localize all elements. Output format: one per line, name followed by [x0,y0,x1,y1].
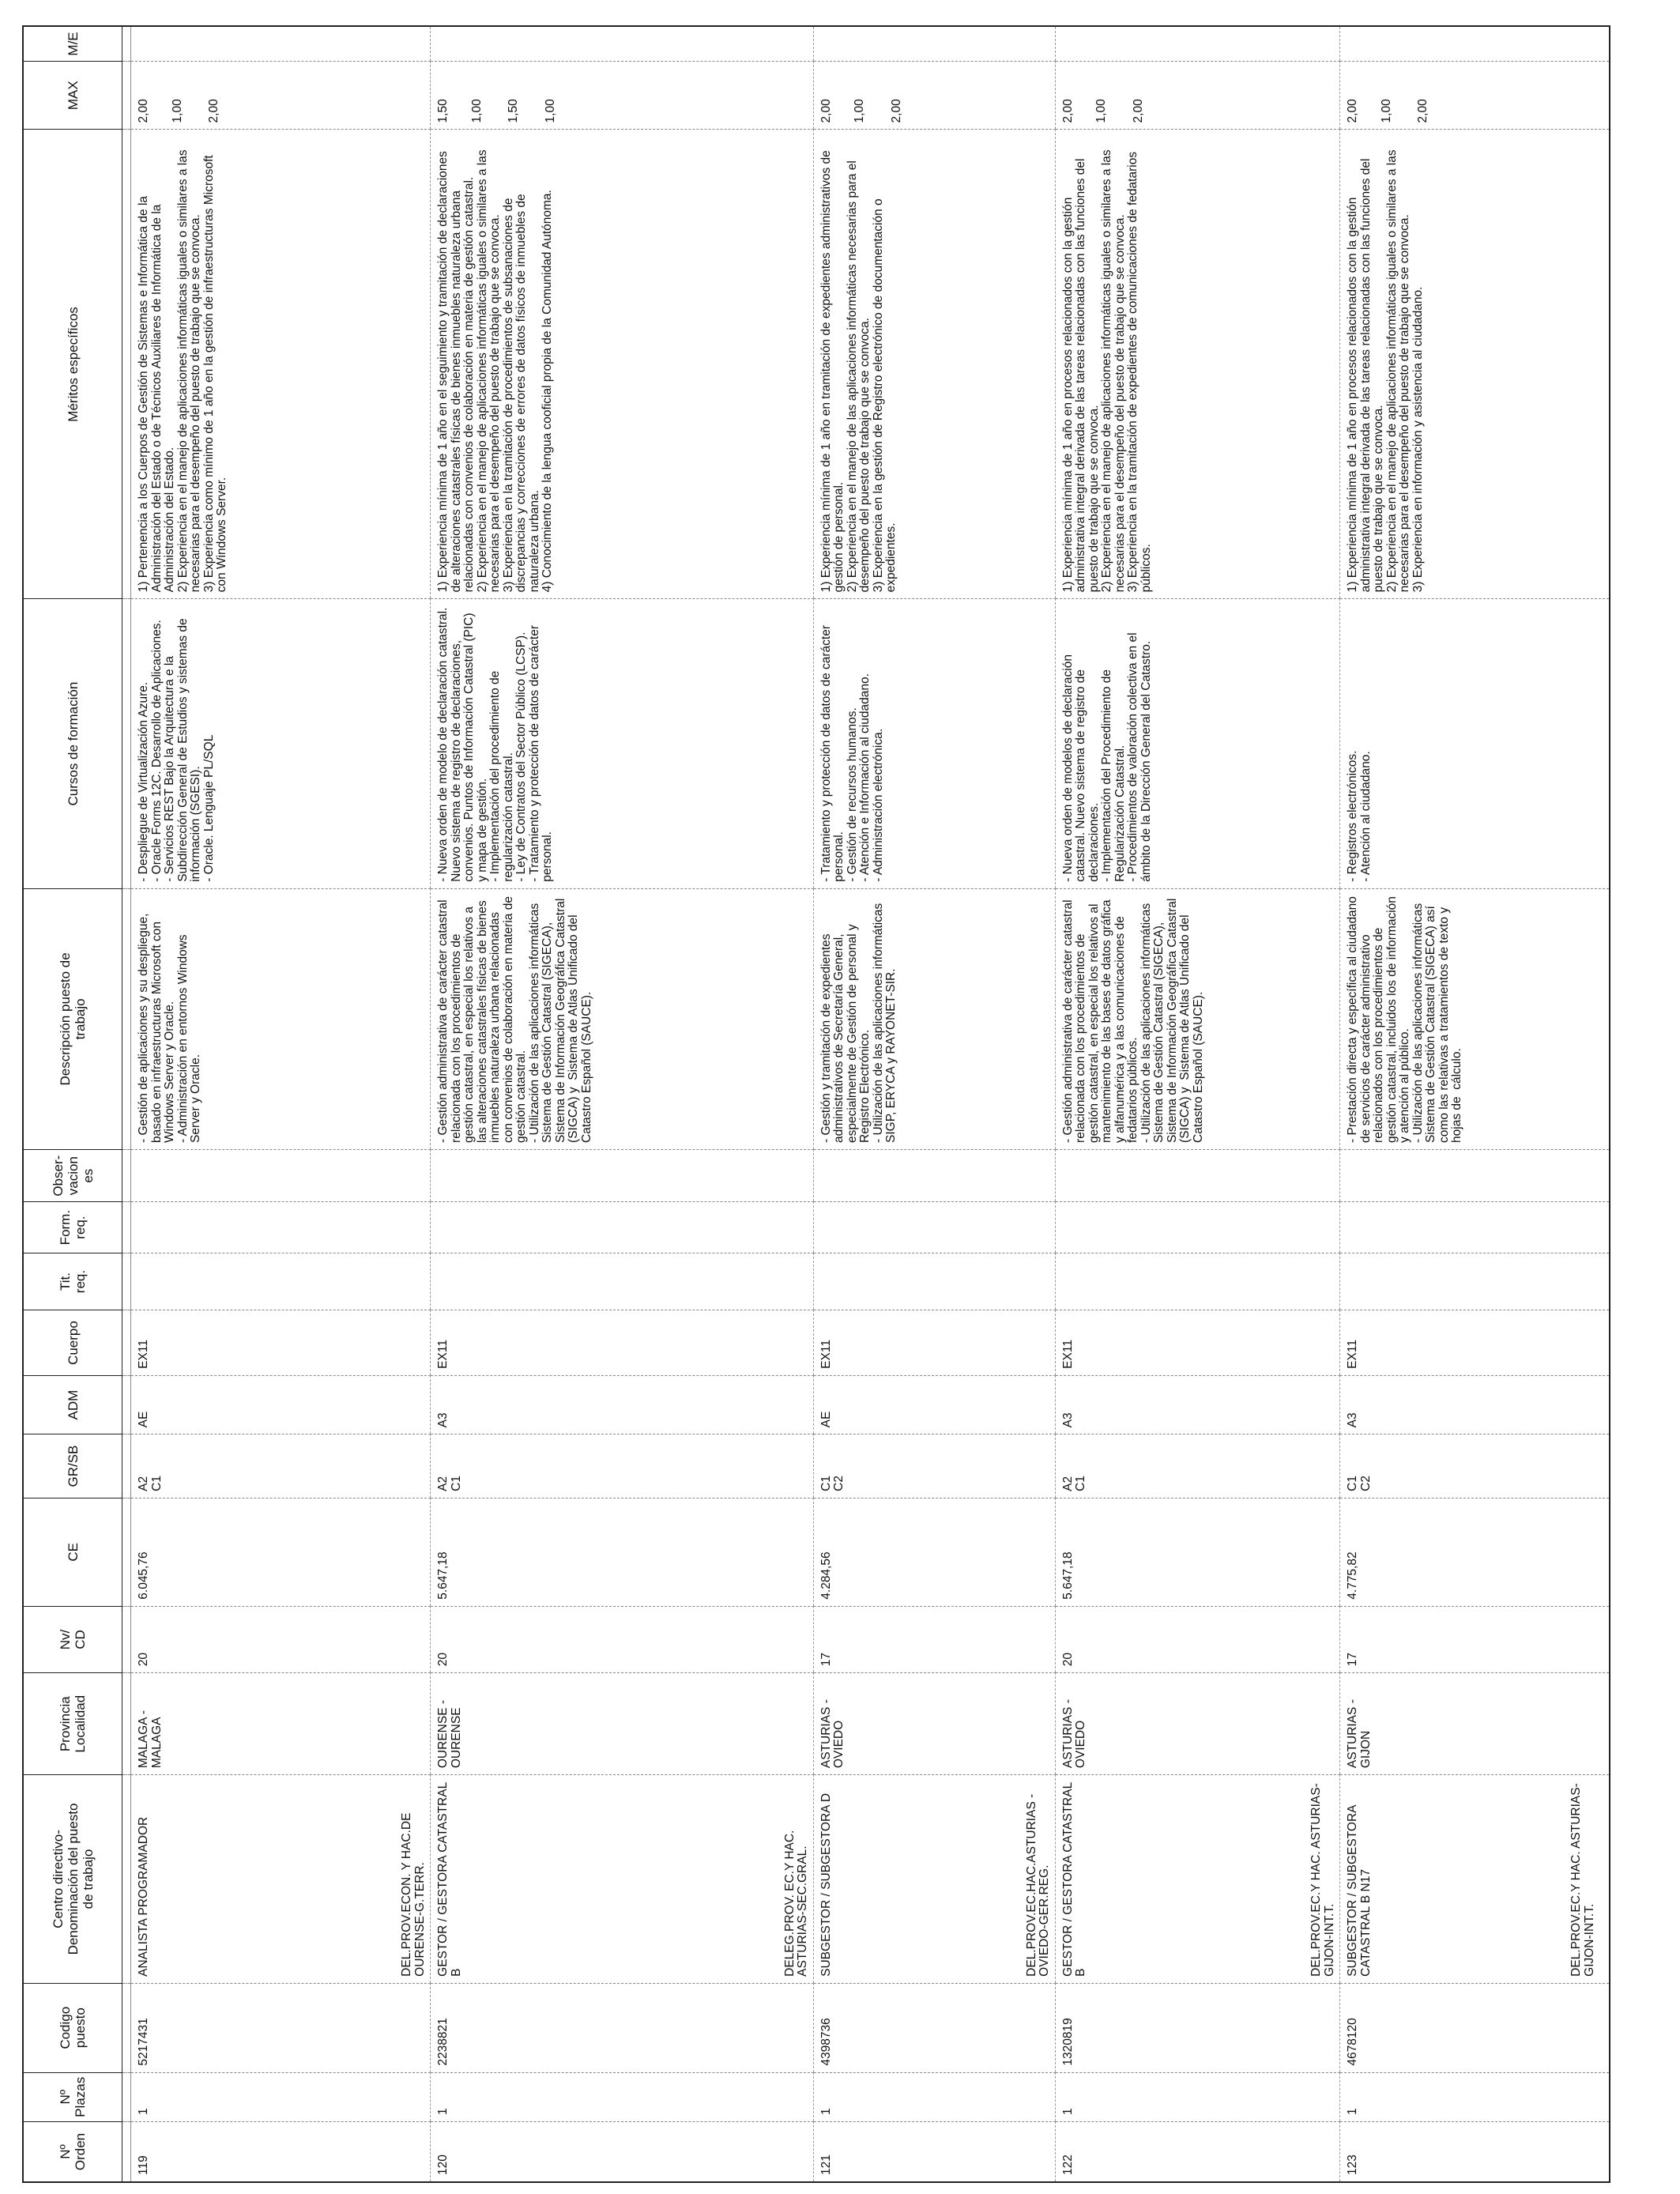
header-row [23,26,122,2182]
cell-ce: 5.647,18 [1055,1498,1339,1606]
table-row [1055,26,1339,2182]
header-ce: CE [23,1498,122,1606]
cell-adm: AE [131,1375,431,1434]
cell-provincia: OURENSE - OURENSE [431,1673,814,1775]
cell-ce: 6.045,76 [131,1498,431,1606]
cell-provincia: ASTURIAS - GIJON [1340,1673,1610,1775]
max-value: 1,00 [170,99,184,123]
cell-ce: 4.775,82 [1340,1498,1610,1606]
cell-nivcd: 20 [431,1606,814,1673]
header-nivcd: Nv/ CD [23,1606,122,1673]
cell-adm: A3 [431,1375,814,1434]
cell-me [1340,26,1610,61]
table-row [1340,26,1610,2182]
max-value: 2,00 [889,99,903,123]
cell-grsb: A2 C1 [431,1434,814,1498]
cell-cuerpo: EX11 [1055,1310,1339,1376]
table-row [131,26,431,2182]
max-value: 2,00 [137,99,150,123]
max-value: 2,00 [819,99,833,123]
cell-orden: 119 [131,2122,431,2183]
cell-max [1340,61,1610,130]
cell-tit [131,1253,431,1310]
cell-codigo: 1320819 [1055,1983,1339,2072]
max-value: 2,00 [1346,99,1360,123]
header-form: Form. req. [23,1202,122,1253]
spacer-row [122,26,131,2182]
cell-provincia: ASTURIAS - OVIEDO [813,1673,1055,1775]
cell-descripcion: - Prestación directa y específica al ciudadano de servicios de carácter administrativo relacionados con los procedimientos de gestión catastral, incluidos los de información y atención al público. - Utilización de las aplicaciones informáticas Sistema de Gestión Catastral (SIGECA) así como las relativas a tratamientos de texto y hojas de cálculo. [1340,888,1610,1149]
header-me: M/E [23,26,122,61]
cell-codigo: 2238821 [431,1983,814,2072]
cell-adm: A3 [1055,1375,1339,1434]
cell-cursos: - Registros electrónicos. - Atención al ciudadano. [1340,599,1610,888]
puesto-denominacion: ANALISTA PROGRAMADOR [137,1816,150,1977]
cell-cursos: - Nueva orden de modelos de declaración catastral. Nuevo sistema de registro de declaraciones. - Implementación del Procedimiento de Regularización Catastral. - Procedimientos de valoración colectiva en el ámbito de la Dirección General del Catastro. [1055,599,1339,888]
cell-max [813,61,1055,130]
header-cursos: Cursos de formación [23,599,122,888]
max-value: 1,00 [543,99,557,123]
cell-plazas: 1 [1055,2072,1339,2121]
cell-cursos: - Nueva orden de modelo de declaración catastral. Nuevo sistema de registro de declaraciones, convenios. Puntos de Información Catastral (PIC) y mapa de gestión. - Implementación del procedimiento de regularización catastral. - Ley de Contratos del Sector Público (LCSP). - Tratamiento y protección de datos de carácter personal. [431,599,814,888]
cell-descripcion: - Gestión y tramitación de expedientes administrativos de Secretaría General, especialmente de Gestión de personal y Registro Electrónico. - Utilización de las aplicaciones informáticas SIGP, ERYCA y RAYONET-SIR. [813,888,1055,1149]
header-obs: Obser- vaciones [23,1149,122,1201]
max-value: 1,00 [1379,99,1393,123]
cell-meritos: 1) Experiencia mínima de 1 año en procesos relacionados con la gestión administrativa integral derivada de las tareas relacionadas con las funciones del puesto de trabajo que se convoca. 2) Experiencia en el manejo de aplicaciones informáticas iguales o similares a las necesarias para el desempeño del puesto de trabajo que se convoca. 3) Experiencia en la tramitación de expedientes de comunicaciones de fedatarios públicos. [1055,130,1339,599]
cell-max [131,61,431,130]
header-descripcion: Descripción puesto de trabajo [23,888,122,1149]
puesto-denominacion: GESTOR / GESTORA CATASTRAL B [1060,1779,1088,1977]
cell-tit [431,1253,814,1310]
header-adm: ADM [23,1375,122,1434]
centro-directivo: DELEG.PROV. EC.Y HAC. ASTURIAS-SEC.GRAL. [782,1827,810,1977]
cell-descripcion: - Gestión administrativa de carácter catastral relacionada con los procedimientos de gestión catastral, en especial los relativos al mantenimiento de las bases de datos gráfica y alfanumérica y a las comunicaciones de fedatarios públicos. - Utilización de las aplicaciones informáticas Sistema de Gestión Catastral (SIGECA), Sistema de Información Geográfica Catastral (SIGCA) y Sistema de Atlas Unificado del Catastro Español (SAUCE). [1055,888,1339,1149]
max-value: 2,00 [207,99,220,123]
centro-directivo: DEL.PROV.ECON. Y HAC.DE OURENSE-G.TERR. [400,1809,427,1977]
cell-meritos: 1) Pertenencia a los Cuerpos de Gestión de Sistemas e Informática de la Administración del Estado o de Técnicos Auxiliares de Informática de la Administración del Estado. 2) Experiencia en el manejo de aplicaciones informáticas iguales o similares a las necesarias para el desempeño del puesto de trabajo que se convoca. 3) Experiencia como mínimo de 1 año en la gestión de infraestructuras Microsoft con Windows Server. [131,130,431,599]
centro-directivo: DEL.PROV.EC.Y HAC. ASTURIAS-GIJON-INT.T. [1569,1783,1596,1977]
header-codigo: Codigo puesto [23,1983,122,2072]
max-value: 1,50 [507,99,520,123]
table-row [813,26,1055,2182]
centro-directivo: DEL.PROV.EC.HAC.ASTURIAS -OVIEDO-GER.REG. [1024,1793,1052,1977]
header-max: MAX [23,61,122,130]
cell-descripcion: - Gestión de aplicaciones y su despliegue, basado en infraestructuras Microsoft con Windows Server y Oracle. - Administración en entornos Windows Server y Oracle. [131,888,431,1149]
puesto-denominacion: GESTOR / GESTORA CATASTRAL B [436,1779,463,1977]
cell-max [1055,61,1339,130]
puesto-denominacion: SUBGESTOR / SUBGESTORA D [819,1793,833,1977]
cell-obs [431,1149,814,1201]
cell-centro [431,1775,814,1984]
cell-codigo: 4398736 [813,1983,1055,2072]
cell-nivcd: 17 [813,1606,1055,1673]
cell-plazas: 1 [1340,2072,1610,2121]
cell-meritos: 1) Experiencia mínima de 1 año en procesos relacionados con la gestión administrativa integral derivada de las tareas relacionadas con las funciones del puesto de trabajo que se convoca. 2) Experiencia en el manejo de aplicaciones informáticas iguales o similares a las necesarias para el desempeño del puesto de trabajo que se convoca. 3) Experiencia en información y asistencia al ciudadano. [1340,130,1610,599]
cell-cursos: - Tratamiento y protección de datos de carácter personal. - Gestión de recursos humanos. - Atención e Información al ciudadano. - Administración electrónica. [813,599,1055,888]
cell-form [431,1202,814,1253]
header-provincia: Provincia Localidad [23,1673,122,1775]
header-meritos: Méritos específicos [23,130,122,599]
table-body [131,26,1610,2182]
cell-me [431,26,814,61]
cell-cursos: - Despliegue de Virtualización Azure. - Oracle Forms 12C. Desarrollo de Aplicaciones. - Servicios REST Bajo la Arquitectura e la Subdirección General de Estudios y sistemas de información (SGESI). - Oracle. Lenguaje PL/SQL [131,599,431,888]
cell-nivcd: 17 [1340,1606,1610,1673]
cell-meritos: 1) Experiencia mínima de 1 año en tramitación de expedientes administrativos de gestión de personal. 2) Experiencia en el manejo de las aplicaciones informáticas necesarias para el desempeño del puesto de trabajo que se convoca. 3) Experiencia en la gestión de Registro electrónico de documentación o expedientes. [813,130,1055,599]
cell-orden: 120 [431,2122,814,2183]
cell-obs [131,1149,431,1201]
cell-form [1340,1202,1610,1253]
cell-cuerpo: EX11 [131,1310,431,1376]
cell-provincia: MALAGA - MALAGA [131,1673,431,1775]
max-value: 2,00 [1416,99,1430,123]
max-value: 1,50 [436,99,450,123]
cell-descripcion: - Gestión administrativa de carácter catastral relacionada con los procedimientos de gestión catastral, en especial los relativos a las alteraciones catastrales físicas de bienes inmuebles naturaleza urbana relacionadas con convenios de colaboración en materia de gestión catastral. - Utilización de las aplicaciones informáticas Sistema de Gestión Catastral (SIGECA), Sistema de Información Geográfica Catastral (SIGCA) y Sistema de Atlas Unificado del Catastro Español (SAUCE). [431,888,814,1149]
cell-tit [813,1253,1055,1310]
cell-grsb: C1 C2 [1340,1434,1610,1498]
cell-ce: 5.647,18 [431,1498,814,1606]
centro-directivo: DEL.PROV.EC.Y HAC. ASTURIAS-GIJON-INT.T. [1309,1783,1336,1977]
cell-grsb: A2 C1 [1055,1434,1339,1498]
max-value: 2,00 [1131,99,1145,123]
cell-cuerpo: EX11 [431,1310,814,1376]
cell-cuerpo: EX11 [1340,1310,1610,1376]
header-plazas: Nº Plazas [23,2072,122,2121]
cell-cuerpo: EX11 [813,1310,1055,1376]
cell-plazas: 1 [431,2072,814,2121]
header-grsb: GR/SB [23,1434,122,1498]
cell-max [431,61,814,130]
cell-grsb: A2 C1 [131,1434,431,1498]
cell-provincia: ASTURIAS - OVIEDO [1055,1673,1339,1775]
cell-me [131,26,431,61]
positions-table [22,25,1610,2183]
cell-obs [1055,1149,1339,1201]
max-value: 1,00 [853,99,867,123]
max-value: 1,00 [1094,99,1109,123]
cell-plazas: 1 [131,2072,431,2121]
cell-form [813,1202,1055,1253]
cell-centro [1340,1775,1610,1984]
header-orden: Nº Orden [23,2122,122,2183]
cell-codigo: 4678120 [1340,1983,1610,2072]
cell-centro [813,1775,1055,1984]
rotated-page [22,25,1610,2183]
header-centro: Centro directivo- Denominación del puesto de trabajo [23,1775,122,1984]
max-value: 2,00 [1060,99,1075,123]
puesto-denominacion: SUBGESTOR / SUBGESTORA CATASTRAL B N17 [1346,1802,1373,1977]
header-tit: Tit. req. [23,1253,122,1310]
cell-orden: 123 [1340,2122,1610,2183]
header-cuerpo: Cuerpo [23,1310,122,1376]
cell-plazas: 1 [813,2072,1055,2121]
cell-ce: 4.284,56 [813,1498,1055,1606]
cell-codigo: 5217431 [131,1983,431,2072]
max-value: 1,00 [469,99,484,123]
cell-centro [1055,1775,1339,1984]
cell-obs [813,1149,1055,1201]
table-row [431,26,814,2182]
cell-me [813,26,1055,61]
cell-form [1055,1202,1339,1253]
cell-grsb: C1 C2 [813,1434,1055,1498]
cell-obs [1340,1149,1610,1201]
cell-me [1055,26,1339,61]
cell-meritos: 1) Experiencia mínima de 1 año en el seguimiento y tramitación de declaraciones de alteraciones catastrales físicas de bienes inmuebles naturaleza urbana relacionadas con convenios de colaboración en materia de gestión catastral. 2) Experiencia en el manejo de aplicaciones informáticas iguales o similares a las necesarias para el desempeño del puesto de trabajo que se convoca. 3) Experiencia en la tramitación de procedimientos de subsanaciones de discrepancias y correcciones de errores de datos físicos de inmuebles de naturaleza urbana. 4) Conocimiento de la lengua cooficial propia de la Comunidad Autónoma. [431,130,814,599]
cell-adm: A3 [1340,1375,1610,1434]
cell-nivcd: 20 [1055,1606,1339,1673]
cell-nivcd: 20 [131,1606,431,1673]
cell-tit [1055,1253,1339,1310]
cell-tit [1340,1253,1610,1310]
cell-orden: 121 [813,2122,1055,2183]
cell-adm: AE [813,1375,1055,1434]
cell-orden: 122 [1055,2122,1339,2183]
cell-centro [131,1775,431,1984]
cell-form [131,1202,431,1253]
